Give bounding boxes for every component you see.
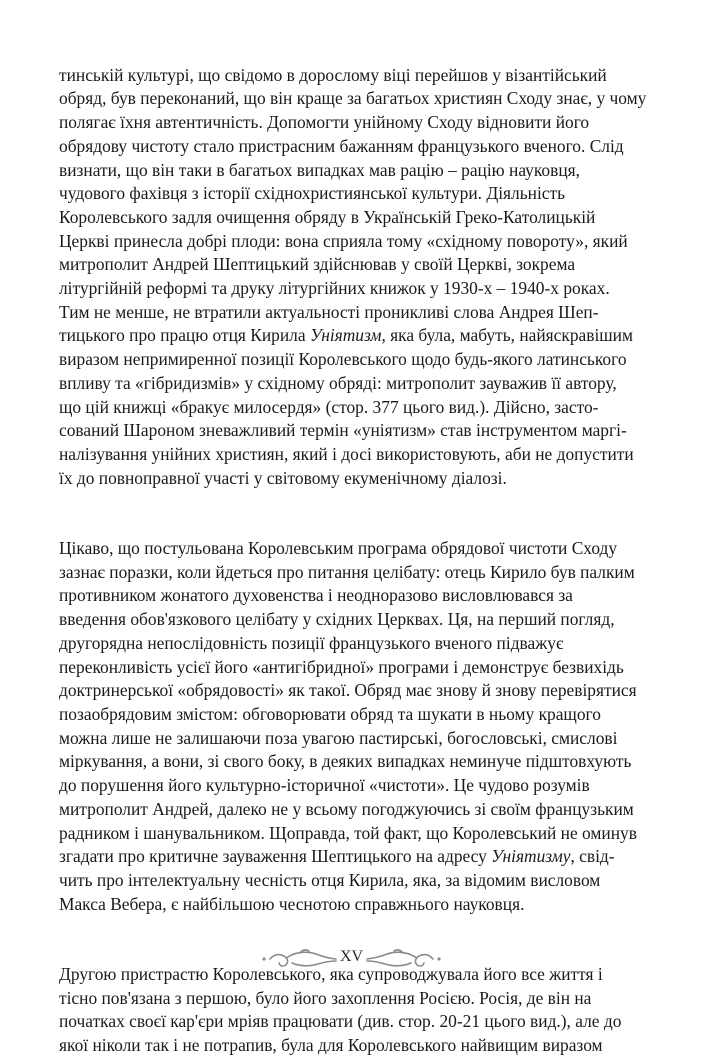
paragraph-3-text: Другою пристрастю Королевського, яка супроводжувала його все життя і тісно пов'язана з першою, було його захоплення Росією. Росія, де він на початках своєї кар'єри мріяв працювати (див. стор. 20-21 цього вид.), але до якої ніколи так і не потрапив, була для Королевського найвищим виразом bbox=[59, 964, 622, 1056]
page-body bbox=[59, 40, 648, 1058]
paragraph-2 bbox=[59, 513, 648, 916]
paragraph-2-text-a: Цікаво, що постульована Королевським програма обрядової чистоти Сходу зазнає поразки, коли йдеться про питання целібату: отець Кирило був палким противником жонатого духовенства і неодноразово висловлювався за введення обов'язкового целібату у східних Церквах. Ця, на перший погляд, другорядна непослідовність позиції французького вченого підважує переконливість усієї його «антигібридної» програми і демонструє безвихідь доктринерської «обрядовості» як такої. Обряд має знову й знову перевірятися позаобрядовим змістом: обговорювати обряд та шукати в ньому кращого можна лише не залишаючи поза увагою пастирські, богословські, смислові міркування, а вони, зі свого боку, в деяких випадках неминуче підштовхують до порушення його культурно-історичної «чистоти». Це чудово розумів митрополит Андрей, далеко не у всьому погоджуючись зі своїм французьким радником і шанувальником. Щоправда, той факт, що Королевський не оминув згадати про критичне зауваження Шептицького на адресу bbox=[59, 538, 637, 867]
paragraph-2-italic-title: Уніятизму bbox=[491, 846, 571, 867]
page-footer bbox=[0, 940, 703, 980]
paragraph-1-text-b: , яка була, мабуть, найяскравішим виразом непримиренної позиції Королевського щодо будь-якого латинського впливу та «гібридизмів» у східному обряді: митрополит зауважив її автору, що цій книжці «бракує милосердя» (стор. 377 цього вид.). Дійсно, засто- сований Шароном зневажливий термін «уніятизм» став інструментом маргі- налізування унійних християн, який і досі використовують, аби не допустити їх до повноправної участі у світовому екуменічному діалозі. bbox=[59, 325, 634, 488]
paragraph-1 bbox=[59, 40, 648, 490]
paragraph-1-italic-title: Уніятизм bbox=[309, 325, 382, 346]
paragraph-1-text-a: тинській культурі, що свідомо в дорослому віці перейшов у візантійський обряд, був переконаний, що він краще за багатьох християн Сходу знає, у чому полягає їхня автентичність. Допомогти унійному Сходу відновити його обрядову чистоту стало пристрасним бажанням французького вченого. Слід визнати, що він таки в багатьох випадках мав рацію – рацію науковця, чудового фахівця з історії східнохристиянської культури. Діяльність Королевського задля очищення обряду в Українській Греко-Католицькій Церкві принесла добрі плоди: вона сприяла тому «східному повороту», який митрополит Андрей Шептицький здійснював у своїй Церкві, зокрема літургійній реформі та друку літургійних книжок у 1930-х – 1940-х роках. Тим не менше, не втратили актуальності проникливі слова Андрея Шеп- тицького про працю отця Кирила bbox=[59, 64, 647, 346]
paragraph-2-text-b: , свід- чить про інтелектуальну чесність отця Кирила, яка, за відомим висловом Макса Вебера, є найбільшою чеснотою справжнього науковця. bbox=[59, 846, 615, 914]
page-number: XV bbox=[339, 948, 364, 965]
